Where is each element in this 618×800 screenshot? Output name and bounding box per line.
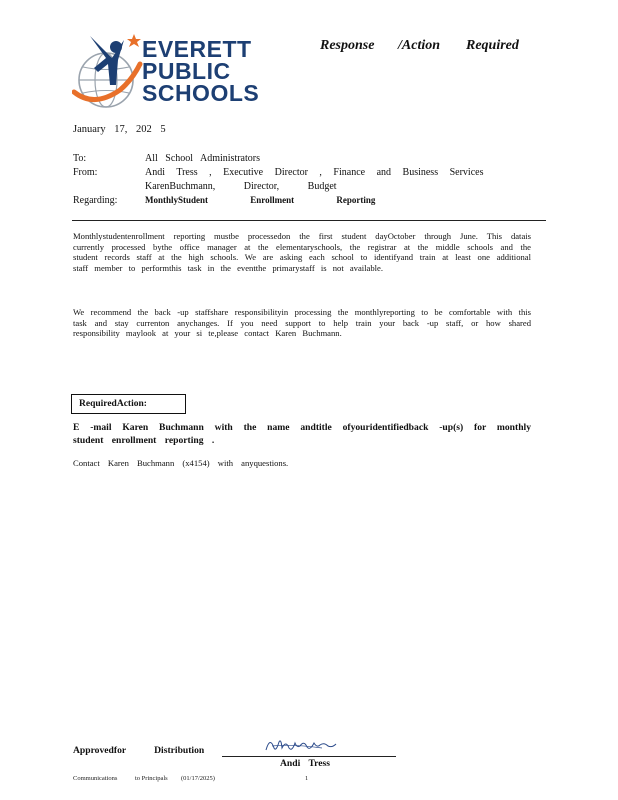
memo-date: January 17, 202 5 [73, 124, 166, 135]
regarding-label: Regarding: [73, 195, 118, 206]
from-label: From: [73, 167, 98, 178]
body-paragraph-1: Monthlystudentenrollment reporting mustbe processedon the first student dayOctober through June. This datais currently processed bythe office manager at the elementaryschools, the registrar at the middle schools and the student records staff at the high schools. We are asking each school to identifyand train at least one additional staff member to performthis task in the eventthe primarystaff is not available. [73, 231, 531, 273]
footer-date: (01/17/2025) [181, 775, 215, 782]
signer-name: Andi Tress [280, 758, 330, 769]
header-response: Response [320, 38, 375, 53]
header-action: /Action [398, 38, 441, 53]
district-name [142, 38, 259, 104]
footer-principals: to Principals [135, 775, 168, 782]
required-action-label: RequiredAction: [79, 399, 147, 409]
approved-for-distribution [73, 745, 204, 756]
logo-line-2: PUBLIC [142, 58, 231, 84]
logo-line-1: EVERETT [142, 36, 252, 62]
distribution-label: Distribution [154, 745, 205, 756]
footer-page-number: 1 [305, 775, 309, 782]
to-label: To: [73, 153, 87, 164]
to-value: All School Administrators [145, 153, 260, 164]
header-divider [72, 220, 546, 221]
logo-line-3: SCHOOLS [142, 80, 260, 106]
signature-line [222, 756, 396, 757]
required-action-box [71, 394, 186, 414]
runner-with-star-and-globe-icon [72, 30, 144, 112]
from-value-line-1: Andi Tress , Executive Director , Finance and Business Services [145, 167, 484, 178]
contact-line: Contact Karen Buchmann (x4154) with anyquestions. [73, 458, 289, 468]
header-required: Required [466, 38, 519, 53]
handwritten-signature [262, 734, 340, 756]
required-action-text: E -mail Karen Buchmann with the name andtitle ofyouridentifiedback -up(s) for monthly student enrollment reporting . [73, 422, 531, 446]
regarding-value: MonthlyStudent Enrollment Reporting [145, 195, 376, 205]
approved-for-label: Approvedfor [73, 745, 127, 756]
body-paragraph-2: We recommend the back -up staffshare responsibilityin processing the monthlyreporting to be comfortable with this task and stay currenton anychanges. If you need support to help train your back -up staff, or how shared responsibility maylook at your si te,please contact Karen Buchmann. [73, 307, 531, 339]
footer-communications: Communications [73, 775, 118, 782]
from-value-line-2: KarenBuchmann, Director, Budget [145, 181, 337, 192]
